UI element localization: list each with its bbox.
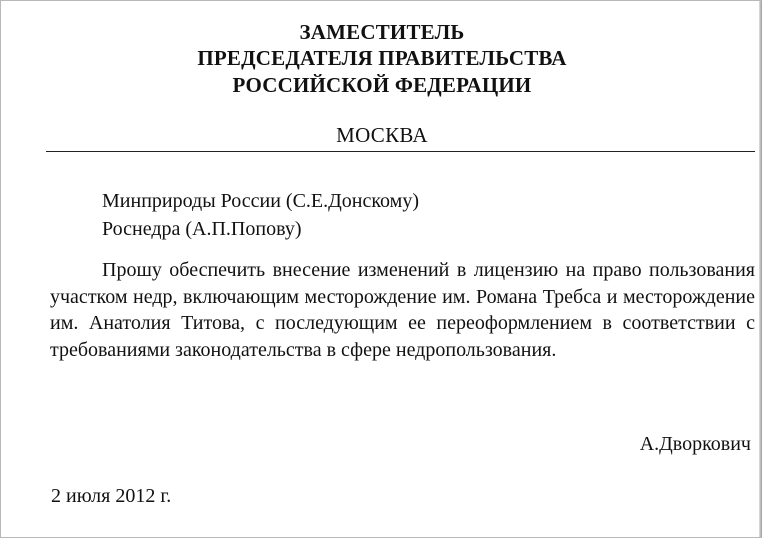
letter-body: Прошу обеспечить внесение изменений в лицензию на право пользования участком недр, включающим месторождение им. Романа Требса и месторождение им. Анатолия Титова, с последующим ее переоформлением в соответствии с требованиями законодательства в сфере недропользования. [50,259,755,361]
signatory-name: А.Дворкович [639,433,751,455]
letterhead-divider [46,151,755,152]
letterhead-city: МОСКВА [336,123,428,147]
addressee-1: Минприроды России (С.Е.Донскому) [102,190,419,212]
letterhead-title-line-3: РОССИЙСКОЙ ФЕДЕРАЦИИ [232,73,532,97]
letterhead-title-line-1: ЗАМЕСТИТЕЛЬ [299,20,465,44]
addressee-2: Роснедра (А.П.Попову) [102,218,302,240]
letterhead-title-line-2: ПРЕДСЕДАТЕЛЯ ПРАВИТЕЛЬСТВА [197,46,567,70]
document-date: 2 июля 2012 г. [51,485,172,507]
